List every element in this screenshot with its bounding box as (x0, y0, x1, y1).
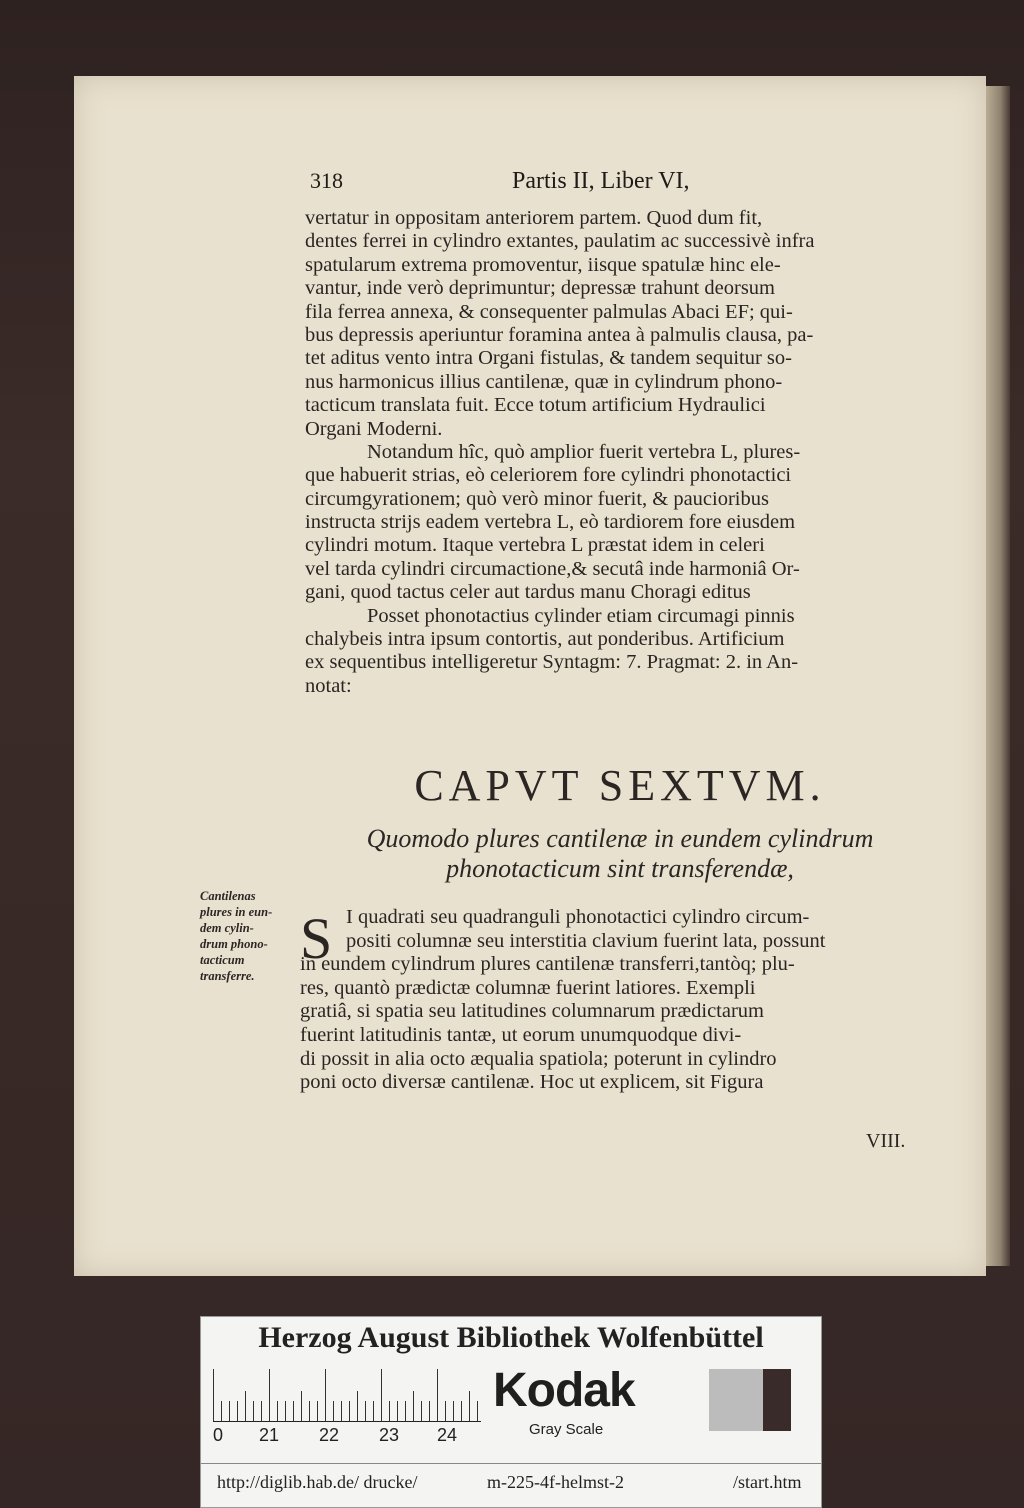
text-line: in eundem cylindrum plures cantilenæ transferri,tantòq; plu- (300, 953, 795, 976)
paragraph-3 (305, 605, 933, 699)
text-line: vertatur in oppositam anteriorem partem. Quod dum fit, (305, 207, 763, 229)
running-head-title: Partis II, Liber VI, (512, 168, 690, 194)
chapter-subtitle (300, 824, 940, 884)
margin-note (200, 888, 300, 984)
text-line: dentes ferrei in cylindro extantes, paulatim ac successivè infra (305, 230, 815, 253)
text-line: circumgyrationem; quò verò minor fuerit, & paucioribus (305, 487, 769, 510)
ruler-label: 23 (379, 1425, 400, 1445)
text-line: nus harmonicus illius cantilenæ, quæ in cylindrum phono- (305, 370, 783, 393)
text-line: res, quantò prædictæ columnæ fuerint latiores. Exempli (300, 976, 756, 999)
page-number: 318 (310, 168, 343, 193)
text-line: fila ferrea annexa, & consequenter palmulas Abaci EF; qui- (305, 300, 793, 323)
text-line: que habuerit strias, eò celeriorem fore cylindri phonotactici (305, 464, 792, 487)
text-line: positi columnæ seu interstitia clavium fuerint lata, possunt (346, 929, 826, 952)
library-name: Herzog August Bibliothek Wolfenbüttel (258, 1321, 764, 1354)
text-line: poni octo diversæ cantilenæ. Hoc ut explicem, sit Figura (300, 1071, 764, 1094)
text-line: cylindri motum. Itaque vertebra L præstat idem in celeri (305, 534, 765, 557)
running-head (0, 168, 1024, 208)
url-left: http://diglib.hab.de/ drucke/ (217, 1472, 418, 1492)
text-line: di possit in alia octo æqualia spatiola; poterunt in cylindro (300, 1047, 777, 1070)
text-line: Posset phonotactius cylinder etiam circumagi pinnis (367, 604, 795, 627)
text-line: chalybeis intra ipsum contortis, aut ponderibus. Artificium (305, 628, 785, 651)
chapter-heading: CAPVT SEXTVM. (414, 761, 826, 810)
text-line: ex sequentibus intelligeretur Syntagm: 7. Pragmat: 2. in An- (305, 651, 799, 674)
margin-note-line: dem cylin- (200, 921, 254, 935)
text-line: instructa strijs eadem vertebra L, eò tardiorem fore eiusdem (305, 511, 796, 534)
catchword: VIII. (866, 1130, 906, 1152)
ruler (213, 1369, 481, 1422)
margin-note-line: Cantilenas (200, 889, 256, 903)
paragraph-2 (305, 441, 933, 605)
gray-swatch (709, 1369, 763, 1431)
ruler-label: 22 (319, 1425, 340, 1445)
text-line: spatularum extrema promoventur, iisque spatulæ hinc ele- (305, 253, 781, 276)
text-line: gani, quod tactus celer aut tardus manu Choragi editus (305, 581, 751, 604)
text-line: vel tarda cylindri circumactione,& secutâ inde harmoniâ Or- (305, 557, 800, 580)
drop-cap: S (300, 906, 333, 971)
margin-note-line: plures in eun- (200, 905, 273, 919)
text-line: tacticum translata fuit. Ecce totum artificium Hydraulici (305, 394, 766, 417)
text-line: gratiâ, si spatia seu latitudines columnarum prædictarum (300, 1000, 764, 1023)
url-mid: m-225-4f-helmst-2 (487, 1472, 624, 1492)
url-right: /start.htm (733, 1472, 802, 1492)
text-line: notat: (305, 674, 352, 697)
text-line: fuerint latitudinis tantæ, ut eorum unumquodque divi- (300, 1023, 742, 1046)
text-line: I quadrati seu quadranguli phonotactici cylindro circum- (346, 906, 810, 928)
ruler-label: 0 (213, 1425, 224, 1445)
text-line: tet aditus vento intra Organi fistulas, & tandem sequitur so- (305, 347, 792, 370)
color-target-strip (200, 1316, 822, 1508)
body-text (305, 207, 933, 698)
subtitle-line: phonotacticum sint transferendæ, (446, 854, 794, 883)
ruler-label: 24 (437, 1425, 458, 1445)
page-edge (986, 86, 1010, 1266)
subtitle-line: Quomodo plures cantilenæ in eundem cylindrum (366, 824, 874, 853)
margin-note-line: transferre. (200, 969, 255, 983)
ruler-labels (213, 1425, 473, 1449)
text-line: Notandum hîc, quò amplior fuerit vertebra L, plures- (367, 440, 801, 463)
gray-swatch (763, 1369, 791, 1431)
text-line: vantur, inde verò deprimuntur; depressæ trahunt deorsum (305, 277, 775, 300)
section-text (300, 906, 932, 1095)
gray-scale-label: Gray Scale (529, 1421, 604, 1438)
ruler-label: 21 (259, 1425, 280, 1445)
margin-note-line: drum phono- (200, 937, 268, 951)
paragraph-1 (305, 207, 933, 441)
text-line: bus depressis aperiuntur foramina antea à palmulis clausa, pa- (305, 323, 814, 346)
url-bar (201, 1463, 821, 1500)
margin-note-line: tacticum (200, 953, 245, 967)
text-line: Organi Moderni. (305, 417, 443, 440)
kodak-logo: Kodak (493, 1364, 635, 1417)
